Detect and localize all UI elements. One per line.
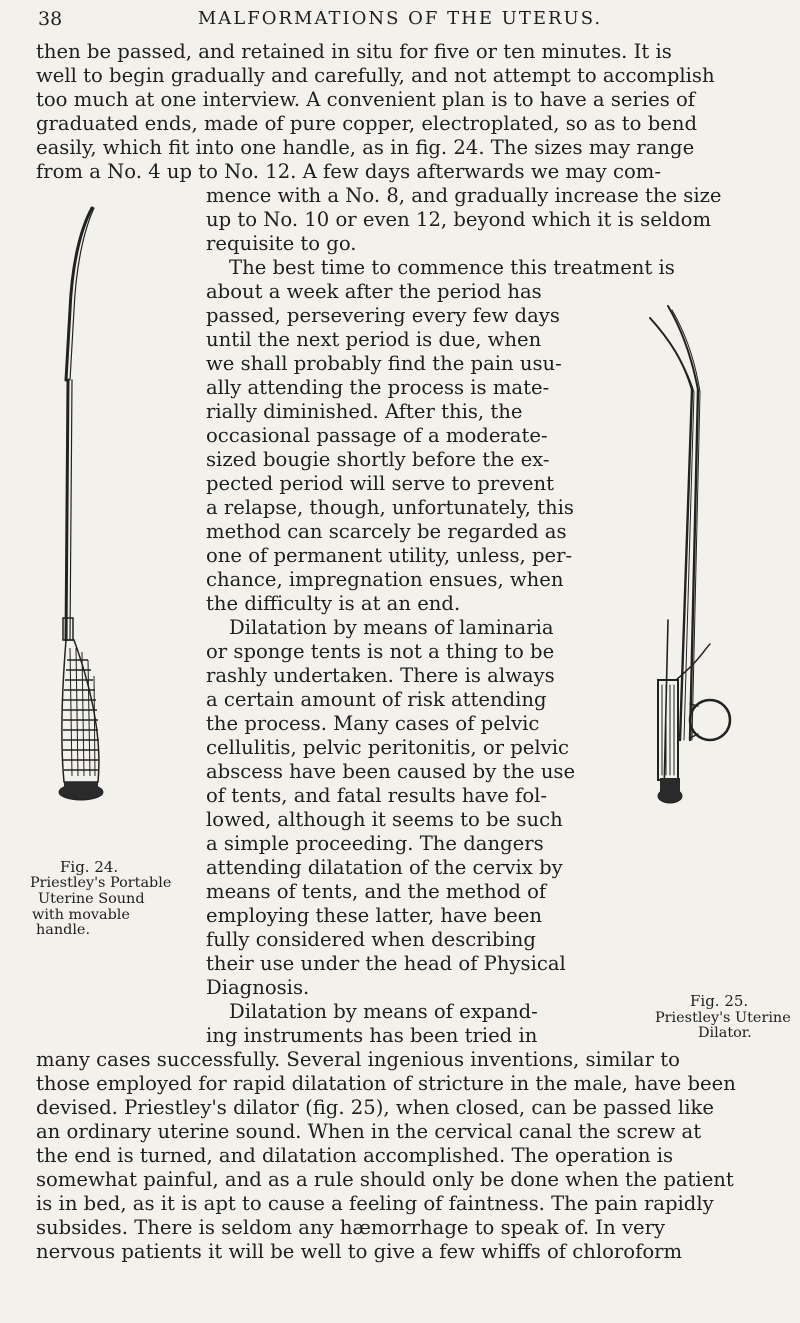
text-line: the process. Many cases of pelvic [206,712,540,735]
text-line: of tents, and fatal results have fol- [206,784,547,807]
fig-25-caption-line: Dilator. [698,1025,752,1041]
fig-25-label: Fig. 25. [690,992,749,1010]
text-line: one of permanent utility, unless, per- [206,544,573,567]
text-line: about a week after the period has [206,280,542,303]
text-line: we shall probably find the pain usu- [206,352,562,375]
text-line: requisite to go. [206,232,357,255]
text-line: until the next period is due, when [206,328,542,351]
text-line: pected period will serve to prevent [206,472,554,495]
text-line: fully considered when describing [206,928,536,951]
text-line: from a No. 4 up to No. 12. A few days afterwards we may com- [36,160,661,183]
fig-25-caption-line: Priestley's Uterine [655,1010,791,1026]
text-line: rially diminished. After this, the [206,400,523,423]
text-line: passed, persevering every few days [206,304,560,327]
text-line: graduated ends, made of pure copper, electroplated, so as to bend [36,112,697,135]
text-line: or sponge tents is not a thing to be [206,640,555,663]
text-line: up to No. 10 or even 12, beyond which it is seldom [206,208,712,231]
text-line: means of tents, and the method of [206,880,547,903]
text-line: ing instruments has been tried in [206,1024,538,1047]
fig-24-label: Fig. 24. [60,858,119,876]
text-line: the difficulty is at an end. [206,592,461,615]
text-line: method can scarcely be regarded as [206,520,567,543]
text-line: Dilatation by means of expand- [229,1000,538,1023]
text-line: is in bed, as it is apt to cause a feeling of faintness. The pain rapidly [36,1192,714,1215]
text-line: employing these latter, have been [206,904,542,927]
fig-24-caption-line: Priestley's Portable [30,875,172,891]
text-line: The best time to commence this treatment is [229,256,675,279]
text-line: an ordinary uterine sound. When in the cervical canal the screw at [36,1120,702,1143]
text-line: a simple proceeding. The dangers [206,832,544,855]
uterine-dilator-illustration [640,300,770,870]
text-line: lowed, although it seems to be such [206,808,563,831]
text-line: mence with a No. 8, and gradually increase the size [206,184,722,207]
text-line: many cases successfully. Several ingenious inventions, similar to [36,1048,680,1071]
uterine-sound-illustration [58,170,128,870]
text-line: chance, impregnation ensues, when [206,568,564,591]
text-line: abscess have been caused by the use [206,760,576,783]
fig-24-caption-line: handle. [36,922,91,938]
text-line: well to begin gradually and carefully, and not attempt to accomplish [36,64,715,87]
text-line: a relapse, though, unfortunately, this [206,496,574,519]
text-line: those employed for rapid dilatation of stricture in the male, have been [36,1072,736,1095]
text-line: sized bougie shortly before the ex- [206,448,550,471]
page-number: 38 [38,8,63,30]
fig-24-caption-line: Uterine Sound [38,891,145,907]
text-line: the end is turned, and dilatation accomplished. The operation is [36,1144,674,1167]
text-line: easily, which fit into one handle, as in fig. 24. The sizes may range [36,136,695,159]
text-line: subsides. There is seldom any hæmorrhage to speak of. In very [36,1216,666,1239]
text-line: their use under the head of Physical [206,952,566,975]
text-line: devised. Priestley's dilator (fig. 25), when closed, can be passed like [36,1096,714,1119]
text-line: too much at one interview. A convenient plan is to have a series of [36,88,696,111]
text-line: Dilatation by means of laminaria [229,616,554,639]
text-line: Diagnosis. [206,976,310,999]
text-line: ally attending the process is mate- [206,376,550,399]
text-line: rashly undertaken. There is always [206,664,555,687]
text-line: a certain amount of risk attending [206,688,547,711]
fig-24-caption-line: with movable [32,907,130,923]
text-line: somewhat painful, and as a rule should only be done when the patient [36,1168,734,1191]
text-line: attending dilatation of the cervix by [206,856,563,879]
text-line: occasional passage of a moderate- [206,424,548,447]
running-title: MALFORMATIONS OF THE UTERUS. [197,8,603,29]
text-line: cellulitis, pelvic peritonitis, or pelvic [206,736,569,759]
text-line: then be passed, and retained in situ for five or ten minutes. It is [36,40,672,63]
text-line: nervous patients it will be well to give a few whiffs of chloroform [36,1240,683,1263]
